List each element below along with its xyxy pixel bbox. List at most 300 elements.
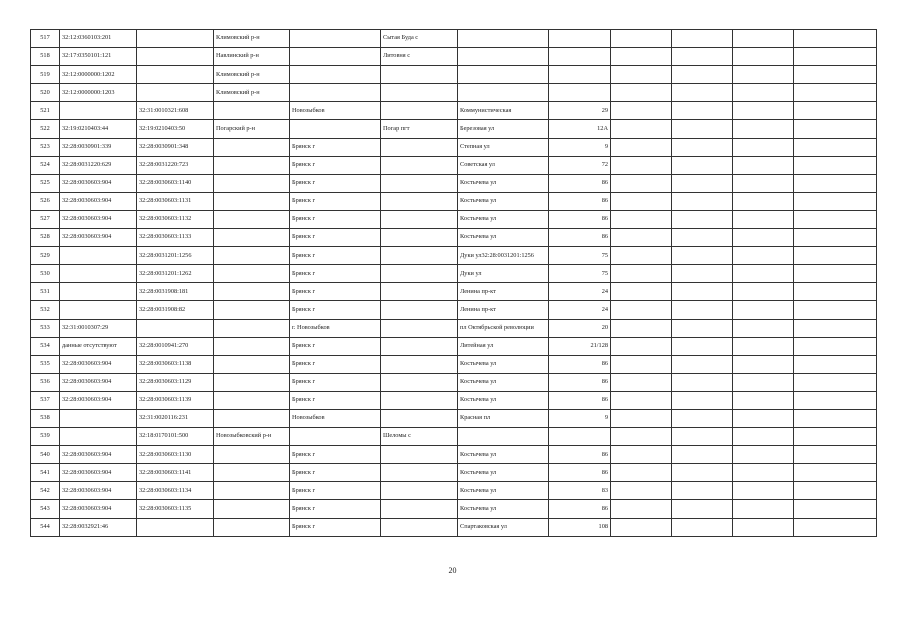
table-cell: 32:28:0032921:46: [60, 518, 137, 536]
table-cell: [733, 156, 794, 174]
table-cell: [794, 229, 877, 247]
table-cell: [214, 464, 290, 482]
table-cell: 9: [549, 138, 611, 156]
table-cell: [611, 319, 672, 337]
table-cell: 543: [31, 500, 60, 518]
table-cell: [794, 102, 877, 120]
table-cell: 32:28:0030603:904: [60, 192, 137, 210]
table-row: [31, 301, 877, 319]
table-cell: [611, 482, 672, 500]
table-cell: 32:28:0030603:904: [60, 174, 137, 192]
table-cell: Шеломы с: [381, 428, 458, 446]
table-cell: [60, 247, 137, 265]
table-row: [31, 247, 877, 265]
table-cell: [672, 247, 733, 265]
table-cell: Брянск г: [290, 500, 381, 518]
table-cell: [672, 229, 733, 247]
table-cell: [381, 156, 458, 174]
table-cell: [672, 84, 733, 102]
table-cell: 32:28:0030603:904: [60, 373, 137, 391]
table-cell: [381, 174, 458, 192]
table-cell: [672, 428, 733, 446]
table-cell: [214, 355, 290, 373]
table-cell: [733, 373, 794, 391]
table-cell: [794, 428, 877, 446]
table-cell: 32:28:0030603:904: [60, 229, 137, 247]
table-cell: [214, 446, 290, 464]
table-cell: [672, 120, 733, 138]
table-cell: [733, 84, 794, 102]
table-cell: Степная ул: [458, 138, 549, 156]
table-cell: [290, 428, 381, 446]
table-cell: [672, 518, 733, 536]
table-cell: [611, 464, 672, 482]
table-cell: [611, 446, 672, 464]
table-cell: [733, 500, 794, 518]
table-cell: 532: [31, 301, 60, 319]
table-cell: [458, 66, 549, 84]
table-cell: 86: [549, 464, 611, 482]
table-cell: 531: [31, 283, 60, 301]
table-cell: 29: [549, 102, 611, 120]
table-cell: данные отсутствуют: [60, 337, 137, 355]
table-cell: [794, 247, 877, 265]
table-cell: Брянск г: [290, 265, 381, 283]
table-cell: [733, 464, 794, 482]
table-row: [31, 192, 877, 210]
table-cell: Климовский р-н: [214, 84, 290, 102]
table-cell: [794, 156, 877, 174]
table-cell: 32:28:0030603:904: [60, 355, 137, 373]
table-cell: Сытая Буда с: [381, 30, 458, 48]
table-cell: [794, 337, 877, 355]
table-cell: [611, 391, 672, 409]
table-cell: 86: [549, 229, 611, 247]
table-cell: 32:28:0031201:1256: [137, 247, 214, 265]
table-cell: [611, 66, 672, 84]
table-cell: [137, 48, 214, 66]
table-cell: [214, 337, 290, 355]
table-cell: 24: [549, 301, 611, 319]
table-cell: 520: [31, 84, 60, 102]
table-cell: [214, 210, 290, 228]
table-cell: [794, 301, 877, 319]
table-cell: [733, 229, 794, 247]
table-cell: [549, 30, 611, 48]
table-cell: Ленина пр-кт: [458, 283, 549, 301]
table-cell: Советская ул: [458, 156, 549, 174]
table-cell: [611, 428, 672, 446]
table-cell: [794, 192, 877, 210]
table-cell: Брянск г: [290, 518, 381, 536]
table-cell: Брянск г: [290, 464, 381, 482]
table-row: [31, 337, 877, 355]
table-row: [31, 391, 877, 409]
table-cell: [794, 518, 877, 536]
table-cell: 32:31:0010321:608: [137, 102, 214, 120]
table-cell: [137, 66, 214, 84]
table-cell: [214, 500, 290, 518]
table-cell: [733, 30, 794, 48]
table-cell: [381, 66, 458, 84]
table-cell: 542: [31, 482, 60, 500]
table-cell: [611, 210, 672, 228]
table-cell: 32:28:0030603:1130: [137, 446, 214, 464]
table-cell: 32:28:0030603:904: [60, 464, 137, 482]
table-cell: 32:28:0030603:1132: [137, 210, 214, 228]
table-cell: [733, 428, 794, 446]
table-cell: [672, 48, 733, 66]
table-row: [31, 446, 877, 464]
table-cell: Костычева ул: [458, 373, 549, 391]
table-cell: [381, 446, 458, 464]
table-cell: [381, 500, 458, 518]
table-cell: Брянск г: [290, 355, 381, 373]
table-cell: 518: [31, 48, 60, 66]
table-cell: [549, 48, 611, 66]
table-cell: [733, 446, 794, 464]
table-cell: 32:28:0030603:1133: [137, 229, 214, 247]
table-cell: 32:28:0030603:1138: [137, 355, 214, 373]
table-cell: 32:28:0031908:82: [137, 301, 214, 319]
table-cell: [60, 428, 137, 446]
table-cell: [672, 464, 733, 482]
table-cell: [381, 355, 458, 373]
table-row: [31, 265, 877, 283]
table-cell: 21/128: [549, 337, 611, 355]
table-row: [31, 373, 877, 391]
table-cell: [214, 247, 290, 265]
table-cell: [611, 30, 672, 48]
table-cell: [458, 84, 549, 102]
table-cell: [611, 192, 672, 210]
table-cell: Климовский р-н: [214, 66, 290, 84]
table-cell: 9: [549, 409, 611, 427]
table-cell: [672, 156, 733, 174]
table-cell: [60, 409, 137, 427]
table-row: [31, 319, 877, 337]
table-cell: 32:18:0170101:500: [137, 428, 214, 446]
table-cell: [381, 409, 458, 427]
table-cell: Брянск г: [290, 210, 381, 228]
table-cell: [733, 355, 794, 373]
table-cell: [733, 48, 794, 66]
table-cell: [794, 30, 877, 48]
table-cell: Погар пгт: [381, 120, 458, 138]
table-row: [31, 210, 877, 228]
table-row: [31, 120, 877, 138]
table-cell: 32:12:0000000:1203: [60, 84, 137, 102]
table-cell: 535: [31, 355, 60, 373]
table-cell: 75: [549, 247, 611, 265]
table-cell: 86: [549, 174, 611, 192]
table-cell: 533: [31, 319, 60, 337]
table-cell: Навлинский р-н: [214, 48, 290, 66]
table-cell: [611, 283, 672, 301]
table-cell: Брянск г: [290, 229, 381, 247]
table-cell: Брянск г: [290, 446, 381, 464]
table-cell: [794, 409, 877, 427]
table-cell: Дуки ул: [458, 265, 549, 283]
table-cell: [214, 301, 290, 319]
table-cell: [137, 518, 214, 536]
table-cell: Брянск г: [290, 138, 381, 156]
table-cell: [672, 355, 733, 373]
table-cell: [381, 464, 458, 482]
table-cell: 32:28:0030603:904: [60, 391, 137, 409]
table-cell: [381, 283, 458, 301]
table-cell: [733, 192, 794, 210]
table-cell: [672, 373, 733, 391]
table-cell: [381, 337, 458, 355]
table-cell: [381, 84, 458, 102]
table-cell: 12А: [549, 120, 611, 138]
table-cell: [290, 30, 381, 48]
table-cell: [381, 229, 458, 247]
table-cell: Брянск г: [290, 337, 381, 355]
table-cell: [733, 409, 794, 427]
table-cell: [214, 373, 290, 391]
table-row: [31, 30, 877, 48]
table-cell: [794, 500, 877, 518]
table-cell: 86: [549, 373, 611, 391]
table-cell: 32:31:0010307:29: [60, 319, 137, 337]
table-cell: [214, 102, 290, 120]
table-cell: [794, 373, 877, 391]
table-cell: [381, 373, 458, 391]
table-cell: [381, 138, 458, 156]
table-cell: 86: [549, 192, 611, 210]
table-cell: 527: [31, 210, 60, 228]
table-cell: 24: [549, 283, 611, 301]
table-cell: [290, 120, 381, 138]
table-row: [31, 156, 877, 174]
table-cell: 525: [31, 174, 60, 192]
table-cell: [672, 265, 733, 283]
table-cell: [611, 355, 672, 373]
table-cell: [733, 174, 794, 192]
table-cell: Брянск г: [290, 283, 381, 301]
table-row: [31, 409, 877, 427]
table-cell: Новозыбков: [290, 409, 381, 427]
table-cell: Брянск г: [290, 174, 381, 192]
table-cell: [214, 174, 290, 192]
table-cell: [794, 265, 877, 283]
table-cell: 32:31:0020116:231: [137, 409, 214, 427]
table-cell: 32:28:0030603:1140: [137, 174, 214, 192]
table-cell: [290, 66, 381, 84]
table-cell: 32:28:0031220:629: [60, 156, 137, 174]
table-cell: Березовая ул: [458, 120, 549, 138]
table-cell: Красная пл: [458, 409, 549, 427]
table-cell: Костычева ул: [458, 464, 549, 482]
table-row: [31, 174, 877, 192]
table-cell: [214, 518, 290, 536]
table-cell: 32:17:0350101:121: [60, 48, 137, 66]
table-cell: [381, 391, 458, 409]
table-cell: 108: [549, 518, 611, 536]
table-cell: [794, 319, 877, 337]
table-cell: Климовский р-н: [214, 30, 290, 48]
table-cell: [672, 283, 733, 301]
table-cell: Коммунистическая: [458, 102, 549, 120]
table-cell: [214, 138, 290, 156]
table-cell: 524: [31, 156, 60, 174]
table-cell: [60, 301, 137, 319]
table-cell: [733, 120, 794, 138]
table-cell: [794, 174, 877, 192]
table-cell: [733, 301, 794, 319]
table-cell: [381, 301, 458, 319]
table-cell: [672, 409, 733, 427]
table-cell: 517: [31, 30, 60, 48]
table-cell: [214, 391, 290, 409]
table-cell: [733, 518, 794, 536]
table-cell: [214, 229, 290, 247]
table-cell: Брянск г: [290, 373, 381, 391]
table-cell: Спартаковская ул: [458, 518, 549, 536]
table-cell: Литовня с: [381, 48, 458, 66]
table-cell: 541: [31, 464, 60, 482]
table-cell: [611, 337, 672, 355]
table-cell: 523: [31, 138, 60, 156]
table-cell: 32:28:0030603:1129: [137, 373, 214, 391]
table-cell: 86: [549, 210, 611, 228]
table-cell: [611, 84, 672, 102]
table-row: [31, 428, 877, 446]
table-cell: [672, 174, 733, 192]
table-cell: 536: [31, 373, 60, 391]
table-cell: [733, 247, 794, 265]
table-cell: г. Новозыбков: [290, 319, 381, 337]
table-row: [31, 464, 877, 482]
table-cell: [794, 210, 877, 228]
table-cell: 32:28:0030603:904: [60, 446, 137, 464]
table-cell: 32:12:0000000:1202: [60, 66, 137, 84]
table-cell: 72: [549, 156, 611, 174]
table-cell: 32:19:0210403:50: [137, 120, 214, 138]
table-cell: [794, 66, 877, 84]
table-cell: Брянск г: [290, 301, 381, 319]
table-cell: 86: [549, 391, 611, 409]
table-cell: [611, 265, 672, 283]
table-cell: 32:28:0030603:904: [60, 482, 137, 500]
table-cell: [214, 156, 290, 174]
table-row: [31, 500, 877, 518]
table-cell: 75: [549, 265, 611, 283]
table-cell: [60, 102, 137, 120]
table-cell: [381, 518, 458, 536]
table-cell: [458, 428, 549, 446]
cadastral-table: [30, 29, 877, 537]
table-cell: [672, 391, 733, 409]
table-cell: Костычева ул: [458, 482, 549, 500]
table-cell: [794, 84, 877, 102]
table-cell: [549, 66, 611, 84]
table-cell: пл Октябрьской революции: [458, 319, 549, 337]
table-cell: [672, 319, 733, 337]
table-cell: [381, 482, 458, 500]
table-cell: [611, 373, 672, 391]
table-cell: Костычева ул: [458, 391, 549, 409]
table-cell: 86: [549, 500, 611, 518]
table-row: [31, 138, 877, 156]
table-cell: 539: [31, 428, 60, 446]
table-cell: [733, 138, 794, 156]
table-cell: Брянск г: [290, 482, 381, 500]
table-cell: [381, 265, 458, 283]
table-cell: Брянск г: [290, 192, 381, 210]
table-cell: [794, 482, 877, 500]
table-cell: [794, 464, 877, 482]
table-cell: [672, 192, 733, 210]
table-cell: 528: [31, 229, 60, 247]
table-cell: Литейная ул: [458, 337, 549, 355]
table-cell: [611, 247, 672, 265]
table-cell: Костычева ул: [458, 355, 549, 373]
table-cell: 86: [549, 446, 611, 464]
page-number: 20: [448, 566, 457, 575]
table-cell: [733, 337, 794, 355]
table-row: [31, 229, 877, 247]
table-cell: [60, 283, 137, 301]
table-cell: [672, 482, 733, 500]
table-cell: [381, 192, 458, 210]
table-cell: [611, 156, 672, 174]
table-cell: [549, 428, 611, 446]
table-cell: Ленина пр-кт: [458, 301, 549, 319]
table-cell: 526: [31, 192, 60, 210]
table-cell: [549, 84, 611, 102]
table-cell: 32:28:0030901:339: [60, 138, 137, 156]
table-cell: Костычева ул: [458, 210, 549, 228]
table-row: [31, 84, 877, 102]
table-cell: 32:28:0030901:348: [137, 138, 214, 156]
table-cell: 32:28:0010941:270: [137, 337, 214, 355]
table-cell: [794, 138, 877, 156]
table-cell: Костычева ул: [458, 500, 549, 518]
table-cell: [214, 192, 290, 210]
table-cell: Новозыбковский р-н: [214, 428, 290, 446]
table-cell: 32:28:0030603:1139: [137, 391, 214, 409]
table-cell: [672, 337, 733, 355]
table-row: [31, 66, 877, 84]
table-cell: Брянск г: [290, 247, 381, 265]
table-cell: Костычева ул: [458, 174, 549, 192]
table-cell: Брянск г: [290, 391, 381, 409]
table-cell: 530: [31, 265, 60, 283]
table-cell: 32:28:0030603:904: [60, 210, 137, 228]
table-cell: 32:28:0030603:1135: [137, 500, 214, 518]
table-cell: [733, 482, 794, 500]
table-cell: [794, 48, 877, 66]
table-cell: [290, 48, 381, 66]
table-cell: 32:28:0030603:1131: [137, 192, 214, 210]
table-cell: 83: [549, 482, 611, 500]
table-cell: [672, 446, 733, 464]
table-row: [31, 283, 877, 301]
table-cell: [733, 210, 794, 228]
table-cell: 20: [549, 319, 611, 337]
table-row: [31, 482, 877, 500]
table-row: [31, 48, 877, 66]
table-cell: [381, 102, 458, 120]
table-cell: [733, 66, 794, 84]
table-cell: [611, 174, 672, 192]
table-cell: [733, 265, 794, 283]
table-cell: [733, 102, 794, 120]
table-cell: 529: [31, 247, 60, 265]
